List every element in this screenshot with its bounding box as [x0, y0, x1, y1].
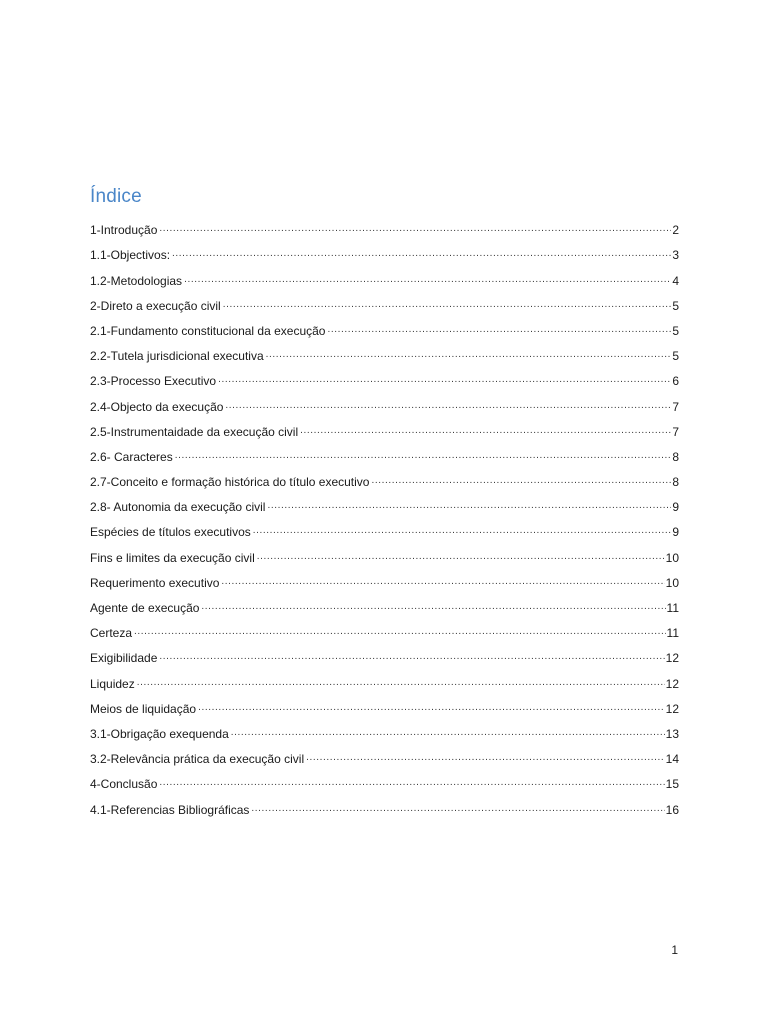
toc-entry-title: Meios de liquidação	[90, 701, 197, 716]
toc-dot-leader	[159, 777, 664, 789]
toc-entry-title: Fins e limites da execução civil	[90, 550, 255, 565]
toc-dot-leader	[172, 248, 671, 260]
toc-entry[interactable]	[90, 313, 679, 338]
toc-dot-leader	[218, 374, 671, 386]
toc-dot-leader	[225, 400, 671, 412]
toc-dot-leader	[306, 752, 665, 764]
toc-entry-page: 12	[665, 676, 679, 691]
toc-dot-leader	[221, 576, 664, 588]
toc-entry[interactable]	[90, 489, 679, 514]
toc-entry[interactable]	[90, 691, 679, 716]
toc-entry-title: Espécies de títulos executivos	[90, 525, 251, 540]
toc-entry[interactable]	[90, 388, 679, 413]
toc-entry[interactable]	[90, 237, 679, 262]
toc-entry-title: 2.1-Fundamento constitucional da execução	[90, 323, 326, 338]
toc-entry[interactable]	[90, 716, 679, 741]
toc-entry-page: 13	[665, 726, 679, 741]
toc-dot-leader	[159, 223, 671, 235]
toc-entry[interactable]	[90, 464, 679, 489]
toc-entry-title: Agente de execução	[90, 601, 200, 615]
toc-dot-leader	[257, 551, 665, 563]
toc-dot-leader	[134, 626, 666, 638]
toc-entry-page: 10	[665, 550, 679, 565]
toc-entry[interactable]	[90, 640, 679, 665]
toc-entry[interactable]	[90, 791, 679, 816]
toc-dot-leader	[371, 475, 671, 487]
toc-entry-page: 14	[665, 752, 679, 767]
toc-entry-title: Liquidez	[90, 676, 135, 691]
toc-entry-page: 12	[665, 651, 679, 666]
toc-entry-title: 1-Introdução	[90, 223, 158, 238]
toc-entry-title: 2.8- Autonomia da execução civil	[90, 500, 266, 515]
toc-entry-page: 15	[665, 777, 679, 792]
toc-entry-page: 7	[672, 424, 679, 439]
toc-dot-leader	[251, 803, 664, 815]
toc-entry[interactable]	[90, 288, 679, 313]
toc-dot-leader	[266, 349, 672, 361]
toc-dot-leader	[231, 727, 665, 739]
toc-entry-title: 2.5-Instrumentaidade da execução civil	[90, 424, 299, 439]
toc-entry-title: Certeza	[90, 626, 133, 641]
toc-entry[interactable]	[90, 414, 679, 439]
toc-entry-page: 5	[672, 323, 679, 338]
toc-entry[interactable]	[90, 565, 679, 590]
toc-entry[interactable]	[90, 615, 679, 640]
toc-dot-leader	[267, 500, 671, 512]
toc-entry[interactable]	[90, 212, 679, 237]
toc-entry-page: 7	[672, 399, 679, 414]
toc-entry[interactable]	[90, 514, 679, 539]
toc-entry-page: 11	[666, 601, 679, 615]
toc-entry-page: 8	[672, 475, 679, 490]
toc-dot-leader	[198, 702, 665, 714]
toc-entry-page: 5	[672, 349, 679, 364]
toc-entry-title: 3.2-Relevância prática da execução civil	[90, 752, 305, 767]
toc-entry-page: 16	[665, 802, 679, 817]
toc-entry-title: Exigibilidade	[90, 651, 158, 666]
toc-dot-leader	[175, 450, 672, 462]
page-number: 1	[671, 943, 678, 957]
toc-dot-leader	[300, 425, 671, 437]
toc-entry[interactable]	[90, 262, 679, 287]
toc-entry-page: 2	[672, 223, 679, 238]
toc-entry-page: 8	[672, 449, 679, 464]
toc-dot-leader	[184, 274, 671, 286]
toc-entry-title: 2.2-Tutela jurisdicional executiva	[90, 349, 264, 364]
toc-entry-title: 2.7-Conceito e formação histórica do título executivo	[90, 475, 370, 490]
toc-entry[interactable]	[90, 439, 679, 464]
toc-entry[interactable]	[90, 741, 679, 766]
toc-entry-page: 12	[665, 701, 679, 716]
toc-entry-title: 2-Direto a execução civil	[90, 298, 221, 313]
toc-dot-leader	[137, 677, 665, 689]
toc-entry-title: 2.3-Processo Executivo	[90, 374, 217, 389]
toc-dot-leader	[223, 299, 672, 311]
toc-dot-leader	[159, 651, 664, 663]
toc-entry[interactable]	[90, 590, 679, 615]
toc-entry-page: 5	[672, 298, 679, 313]
toc-entry-title: 1.2-Metodologias	[90, 273, 183, 288]
toc-entry-page: 4	[672, 273, 679, 288]
toc-entry-page: 3	[672, 248, 679, 263]
toc-entry-page: 6	[672, 374, 679, 389]
toc-dot-leader	[201, 601, 665, 613]
toc-entry[interactable]	[90, 539, 679, 564]
toc-entry[interactable]	[90, 363, 679, 388]
toc-entry[interactable]	[90, 338, 679, 363]
toc-entry[interactable]	[90, 766, 679, 791]
toc-entry-title: Requerimento executivo	[90, 575, 220, 590]
toc-dot-leader	[253, 525, 672, 537]
table-of-contents	[90, 212, 679, 817]
toc-entry-title: 2.4-Objecto da execução	[90, 399, 224, 414]
toc-dot-leader	[327, 324, 671, 336]
toc-entry-page: 10	[665, 575, 679, 590]
toc-entry-title: 4.1-Referencias Bibliográficas	[90, 802, 250, 817]
toc-entry-page: 9	[672, 500, 679, 515]
toc-entry[interactable]	[90, 665, 679, 690]
toc-entry-page: 11	[666, 626, 679, 641]
toc-heading: Índice	[90, 186, 142, 207]
toc-entry-title: 3.1-Obrigação exequenda	[90, 726, 229, 741]
toc-entry-title: 4-Conclusão	[90, 777, 158, 792]
toc-entry-title: 1.1-Objectivos:	[90, 248, 171, 263]
toc-entry-title: 2.6- Caracteres	[90, 449, 173, 464]
toc-entry-page: 9	[672, 525, 679, 540]
